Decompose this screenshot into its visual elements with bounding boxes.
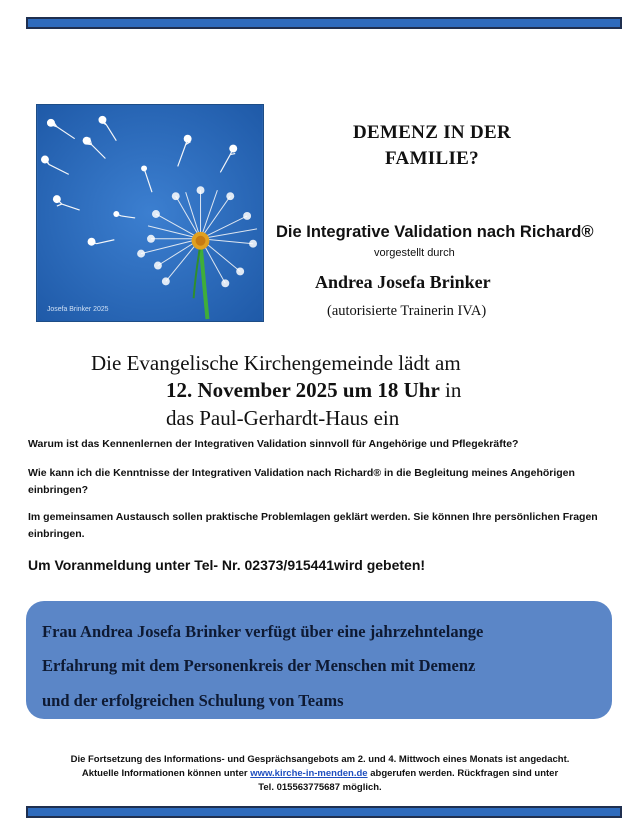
trainer-name: Andrea Josefa Brinker [315, 272, 491, 292]
registration-note: Um Voranmeldung unter Tel- Nr. 02373/915441wird gebeten! [28, 557, 426, 573]
heading-line-1: DEMENZ IN DER [352, 122, 512, 143]
question-1: Warum ist das Kennenlernen der Integrativen Validation sinnvoll für Angehörige und Pflegekräfte? [28, 438, 519, 450]
dandelion-painting [36, 104, 264, 322]
painting-signature: Josefa Brinker 2025 [46, 306, 109, 314]
question-3: Im gemeinsamen Austausch sollen praktische Problemlagen geklärt werden. Sie können Ihre persönlichen Fragen einbringen. [28, 511, 598, 540]
footer-line-2-suffix: abgerufen werden. Rückfragen sind unter [367, 768, 559, 779]
dandelion-painting-svg [37, 105, 263, 321]
website-link[interactable]: www.kirche-in-menden.de [250, 768, 368, 779]
question-2: Wie kann ich die Kenntnisse der Integrativen Validation nach Richard® in die Begleitung meines Angehörigen einbringen? [28, 467, 575, 496]
presented-by-label: vorgestellt durch [374, 247, 455, 259]
footer-line-2 [20, 766, 620, 781]
footer-line-2-prefix: Aktuelle Informationen können unter [81, 768, 251, 779]
highlight-line-1: Frau Andrea Josefa Brinker verfügt über eine jahrzehntelange [42, 622, 484, 641]
trainer-role: (autorisierte Trainerin IVA) [327, 303, 487, 319]
heading-line-2: FAMILIE? [385, 148, 479, 169]
subtitle: Die Integrative Validation nach Richard® [276, 223, 594, 241]
highlight-line-2: Erfahrung mit dem Personenkreis der Menschen mit Demenz [42, 656, 476, 675]
event-date: 12. November 2025 um 18 Uhr [166, 378, 440, 402]
highlight-line-3: und der erfolgreichen Schulung von Teams [42, 691, 344, 710]
invitation-line-1: Die Evangelische Kirchengemeinde lädt am [91, 351, 461, 375]
footer-line-1: Die Fortsetzung des Informations- und Gesprächsangebots am 2. und 4. Mittwoch eines Monats ist angedacht. [70, 754, 570, 765]
bottom-decorative-bar [26, 806, 622, 818]
invitation-line-3: das Paul-Gerhardt-Haus ein [166, 406, 400, 430]
invitation-line-2 [166, 378, 461, 403]
top-decorative-bar [26, 17, 622, 29]
footer-line-3: Tel. 015563775687 möglich. [258, 782, 382, 793]
invitation-line-2-suffix: in [439, 378, 462, 402]
